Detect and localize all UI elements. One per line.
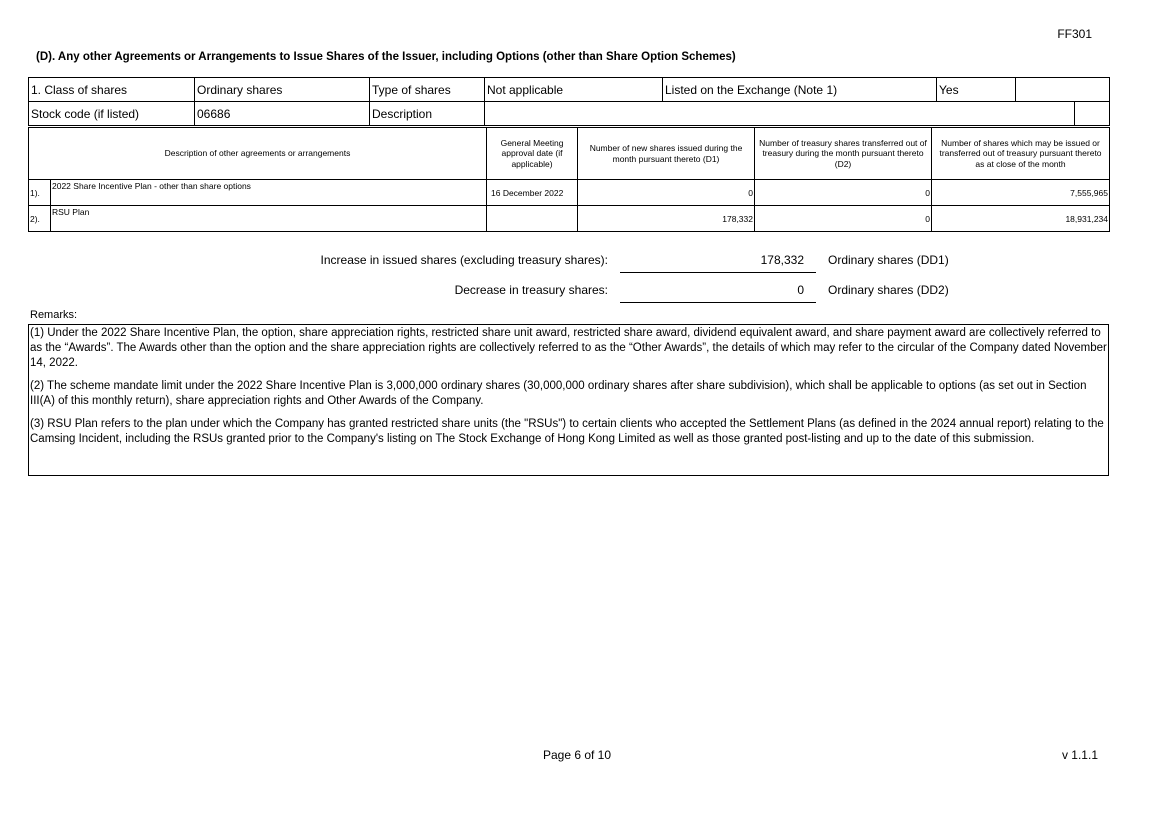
remark-paragraph: (3) RSU Plan refers to the plan under which the Company has granted restricted share units (the "RSUs") to certain clients who accepted the Settlement Plans (as defined in the 2024 annual report) relating to the Camsing Incident, including the RSUs granted prior to the Company's listing on The Stock Exchange of Hong Kong Limited as well as those granted post-listing and up to the date of this submission. <box>30 418 1104 445</box>
description-value <box>485 102 1075 126</box>
row-description: RSU Plan <box>51 206 487 232</box>
stock-code-label: Stock code (if listed) <box>29 102 195 126</box>
remarks-label: Remarks: <box>30 309 78 321</box>
agreements-table <box>28 127 1110 232</box>
row-shares-remaining: 7,555,965 <box>932 180 1110 206</box>
column-header-description: Description of other agreements or arrangements <box>29 128 487 180</box>
row-approval-date: 16 December 2022 <box>487 180 578 206</box>
row-index: 1). <box>29 180 51 206</box>
increase-issued-shares-unit: Ordinary shares (DD1) <box>828 253 949 267</box>
column-header-approval-date: General Meeting approval date (if applicable) <box>487 128 578 180</box>
table-row <box>29 206 1110 232</box>
row-approval-date <box>487 206 578 232</box>
row-description: 2022 Share Incentive Plan - other than share options <box>51 180 487 206</box>
table-row <box>29 180 1110 206</box>
remark-paragraph: (2) The scheme mandate limit under the 2022 Share Incentive Plan is 3,000,000 ordinary shares (30,000,000 ordinary shares after share subdivision), which shall be applicable to options (as set out in Section III(A) of this monthly return), share appreciation rights and Other Awards of the Company. <box>30 380 1087 407</box>
empty-cell <box>1016 78 1110 102</box>
increase-issued-shares-value: 178,332 <box>760 253 804 267</box>
type-of-shares-value: Not applicable <box>485 78 663 102</box>
empty-cell <box>1075 102 1110 126</box>
listed-on-exchange-value: Yes <box>937 78 1016 102</box>
column-header-shares-remaining: Number of shares which may be issued or transferred out of treasury pursuant thereto as at close of the month <box>932 128 1110 180</box>
decrease-treasury-shares-label: Decrease in treasury shares: <box>454 283 608 297</box>
type-of-shares-label: Type of shares <box>370 78 485 102</box>
row-new-shares-issued: 0 <box>578 180 755 206</box>
listed-on-exchange-label: Listed on the Exchange (Note 1) <box>663 78 937 102</box>
remarks-box <box>28 324 1109 476</box>
row-index: 2). <box>29 206 51 232</box>
decrease-treasury-shares-unit: Ordinary shares (DD2) <box>828 283 949 297</box>
decrease-treasury-shares-value: 0 <box>797 283 804 297</box>
share-class-header-table <box>28 77 1110 126</box>
class-of-shares-value: Ordinary shares <box>195 78 370 102</box>
section-title: (D). Any other Agreements or Arrangements to Issue Shares of the Issuer, including Options (other than Share Option Schemes) <box>36 51 736 63</box>
remark-paragraph: (1) Under the 2022 Share Incentive Plan, the option, share appreciation rights, restricted share unit award, restricted share award, dividend equivalent award, and share payment award are collectively referred to as the “Awards”. The Awards other than the option and the share appreciation rights are collectively referred to as the “Other Awards”, the details of which may refer to the circular of the Company dated November 14, 2022. <box>30 327 1107 369</box>
row-new-shares-issued: 178,332 <box>578 206 755 232</box>
row-treasury-transferred: 0 <box>755 206 932 232</box>
row-treasury-transferred: 0 <box>755 180 932 206</box>
stock-code-value: 06686 <box>195 102 370 126</box>
row-shares-remaining: 18,931,234 <box>932 206 1110 232</box>
form-code: FF301 <box>1057 27 1092 41</box>
page-number: Page 6 of 10 <box>542 748 612 762</box>
increase-issued-shares-label: Increase in issued shares (excluding treasury shares): <box>320 253 608 267</box>
class-of-shares-label: 1. Class of shares <box>29 78 195 102</box>
description-label: Description <box>370 102 485 126</box>
column-header-new-shares-issued: Number of new shares issued during the month pursuant thereto (D1) <box>578 128 755 180</box>
form-version: v 1.1.1 <box>1061 748 1098 762</box>
column-header-treasury-transferred: Number of treasury shares transferred out of treasury during the month pursuant thereto (D2) <box>755 128 932 180</box>
